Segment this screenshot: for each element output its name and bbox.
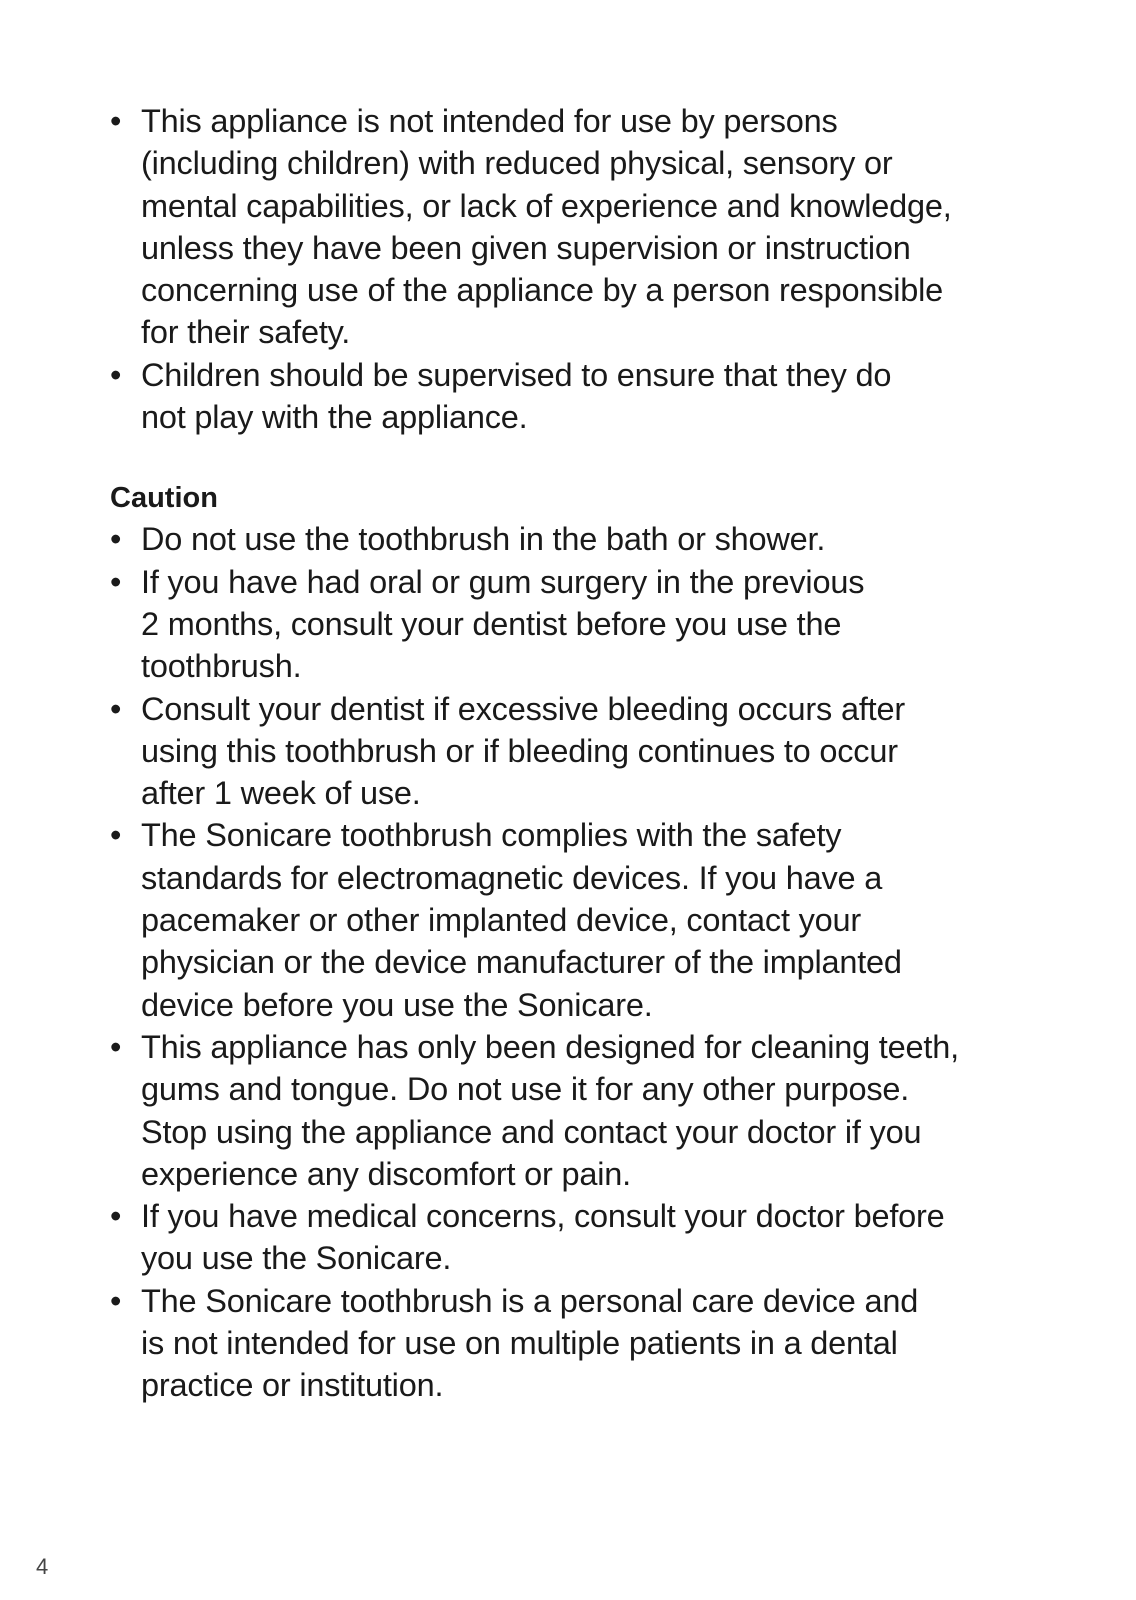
bullet-item — [110, 561, 1040, 688]
bullet-text-line: The Sonicare toothbrush is a personal care device and — [141, 1282, 919, 1319]
bullet-item — [110, 814, 1040, 1025]
caution-bullet-list — [110, 518, 1040, 1406]
bullet-text-line: Children should be supervised to ensure that they do — [141, 356, 892, 393]
bullet-dot-icon: • — [110, 103, 122, 139]
bullet-dot-icon: • — [110, 356, 122, 393]
bullet-text-line: This appliance has only been designed for cleaning teeth, — [141, 1028, 959, 1065]
bullet-text-line: mental capabilities, or lack of experience and knowledge, — [141, 187, 952, 224]
bullet-text-line: concerning use of the appliance by a person responsible — [141, 272, 944, 309]
caution-heading: Caution — [110, 482, 218, 515]
bullet-text-line: This appliance is not intended for use by persons — [141, 103, 838, 139]
bullet-text-line: (including children) with reduced physical, sensory or — [141, 145, 893, 182]
bullet-item — [110, 100, 1040, 354]
bullet-text-line: If you have had oral or gum surgery in the previous — [141, 563, 865, 600]
bullet-item — [110, 1026, 1040, 1195]
bullet-text-line: toothbrush. — [141, 648, 302, 685]
bullet-item — [110, 688, 1040, 815]
bullet-dot-icon: • — [110, 563, 122, 600]
bullet-text-line: standards for electromagnetic devices. If you have a — [141, 859, 883, 896]
bullet-text-line: device before you use the Sonicare. — [141, 986, 653, 1023]
bullet-dot-icon: • — [110, 1282, 122, 1319]
bullet-text-line: gums and tongue. Do not use it for any other purpose. — [141, 1071, 910, 1108]
manual-page-content — [110, 100, 1040, 1407]
bullet-item — [110, 1280, 1040, 1407]
bullet-dot-icon: • — [110, 1028, 122, 1065]
intro-bullet-list — [110, 100, 1040, 438]
bullet-text-line: using this toothbrush or if bleeding continues to occur — [141, 732, 898, 769]
bullet-text-line: Stop using the appliance and contact your doctor if you — [141, 1113, 922, 1150]
bullet-item — [110, 518, 1040, 560]
bullet-text-line: for their safety. — [141, 314, 351, 351]
bullet-dot-icon: • — [110, 521, 122, 558]
bullet-text-line: Do not use the toothbrush in the bath or shower. — [141, 521, 826, 558]
bullet-text-line: after 1 week of use. — [141, 775, 421, 812]
bullet-text-line: practice or institution. — [141, 1367, 444, 1404]
bullet-text-line: you use the Sonicare. — [141, 1240, 452, 1277]
bullet-text-line: unless they have been given supervision or instruction — [141, 229, 911, 266]
bullet-item — [110, 354, 1040, 439]
bullet-text-line: 2 months, consult your dentist before you use the — [141, 605, 842, 642]
bullet-text-line: If you have medical concerns, consult your doctor before — [141, 1198, 945, 1235]
bullet-dot-icon: • — [110, 1198, 122, 1235]
bullet-dot-icon: • — [110, 817, 122, 854]
bullet-text-line: not play with the appliance. — [141, 399, 528, 436]
bullet-text-line: is not intended for use on multiple patients in a dental — [141, 1325, 898, 1362]
bullet-text-line: physician or the device manufacturer of the implanted — [141, 944, 902, 981]
bullet-item — [110, 1195, 1040, 1280]
bullet-text-line: The Sonicare toothbrush complies with the safety — [141, 817, 842, 854]
bullet-dot-icon: • — [110, 690, 122, 727]
page-number: 4 — [36, 1554, 49, 1579]
bullet-text-line: Consult your dentist if excessive bleeding occurs after — [141, 690, 905, 727]
bullet-text-line: pacemaker or other implanted device, contact your — [141, 902, 862, 939]
bullet-text-line: experience any discomfort or pain. — [141, 1155, 631, 1192]
